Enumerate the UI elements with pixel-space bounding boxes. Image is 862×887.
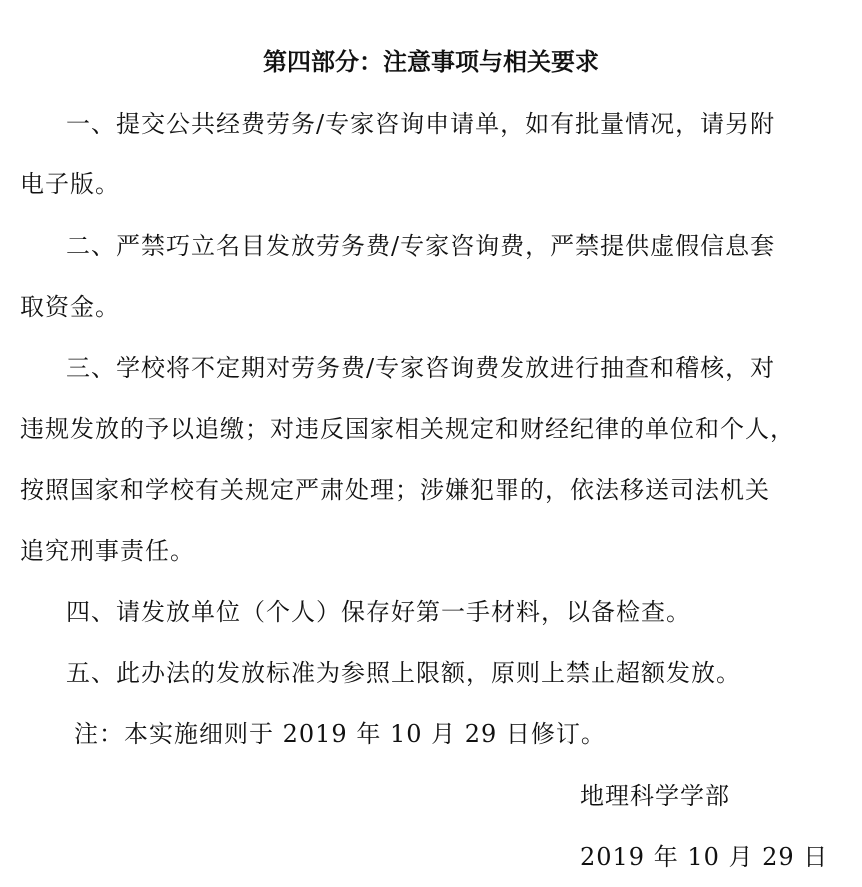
signature-unit: 地理科学学部 [580, 782, 730, 810]
section-title: 第四部分：注意事项与相关要求 [263, 48, 599, 76]
item-1-line-1: 一、提交公共经费劳务/专家咨询申请单，如有批量情况，请另附 [66, 110, 776, 138]
item-2-line-1: 二、严禁巧立名目发放劳务费/专家咨询费，严禁提供虚假信息套 [66, 232, 776, 260]
item-3-line-2: 违规发放的予以追缴；对违反国家相关规定和财经纪律的单位和个人， [20, 415, 795, 443]
item-1-line-2: 电子版。 [20, 170, 120, 198]
item-5-line-1: 五、此办法的发放标准为参照上限额，原则上禁止超额发放。 [66, 659, 741, 687]
signature-date: 2019 年 10 月 29 日 [580, 843, 829, 871]
item-3-line-4: 追究刑事责任。 [20, 537, 195, 565]
item-4-line-1: 四、请发放单位（个人）保存好第一手材料，以备检查。 [66, 598, 691, 626]
item-3-line-1: 三、学校将不定期对劳务费/专家咨询费发放进行抽查和稽核，对 [66, 354, 776, 382]
item-2-line-2: 取资金。 [20, 293, 120, 321]
item-3-line-3: 按照国家和学校有关规定严肃处理；涉嫌犯罪的，依法移送司法机关 [20, 476, 770, 504]
revision-note: 注：本实施细则于 2019 年 10 月 29 日修订。 [74, 720, 606, 748]
